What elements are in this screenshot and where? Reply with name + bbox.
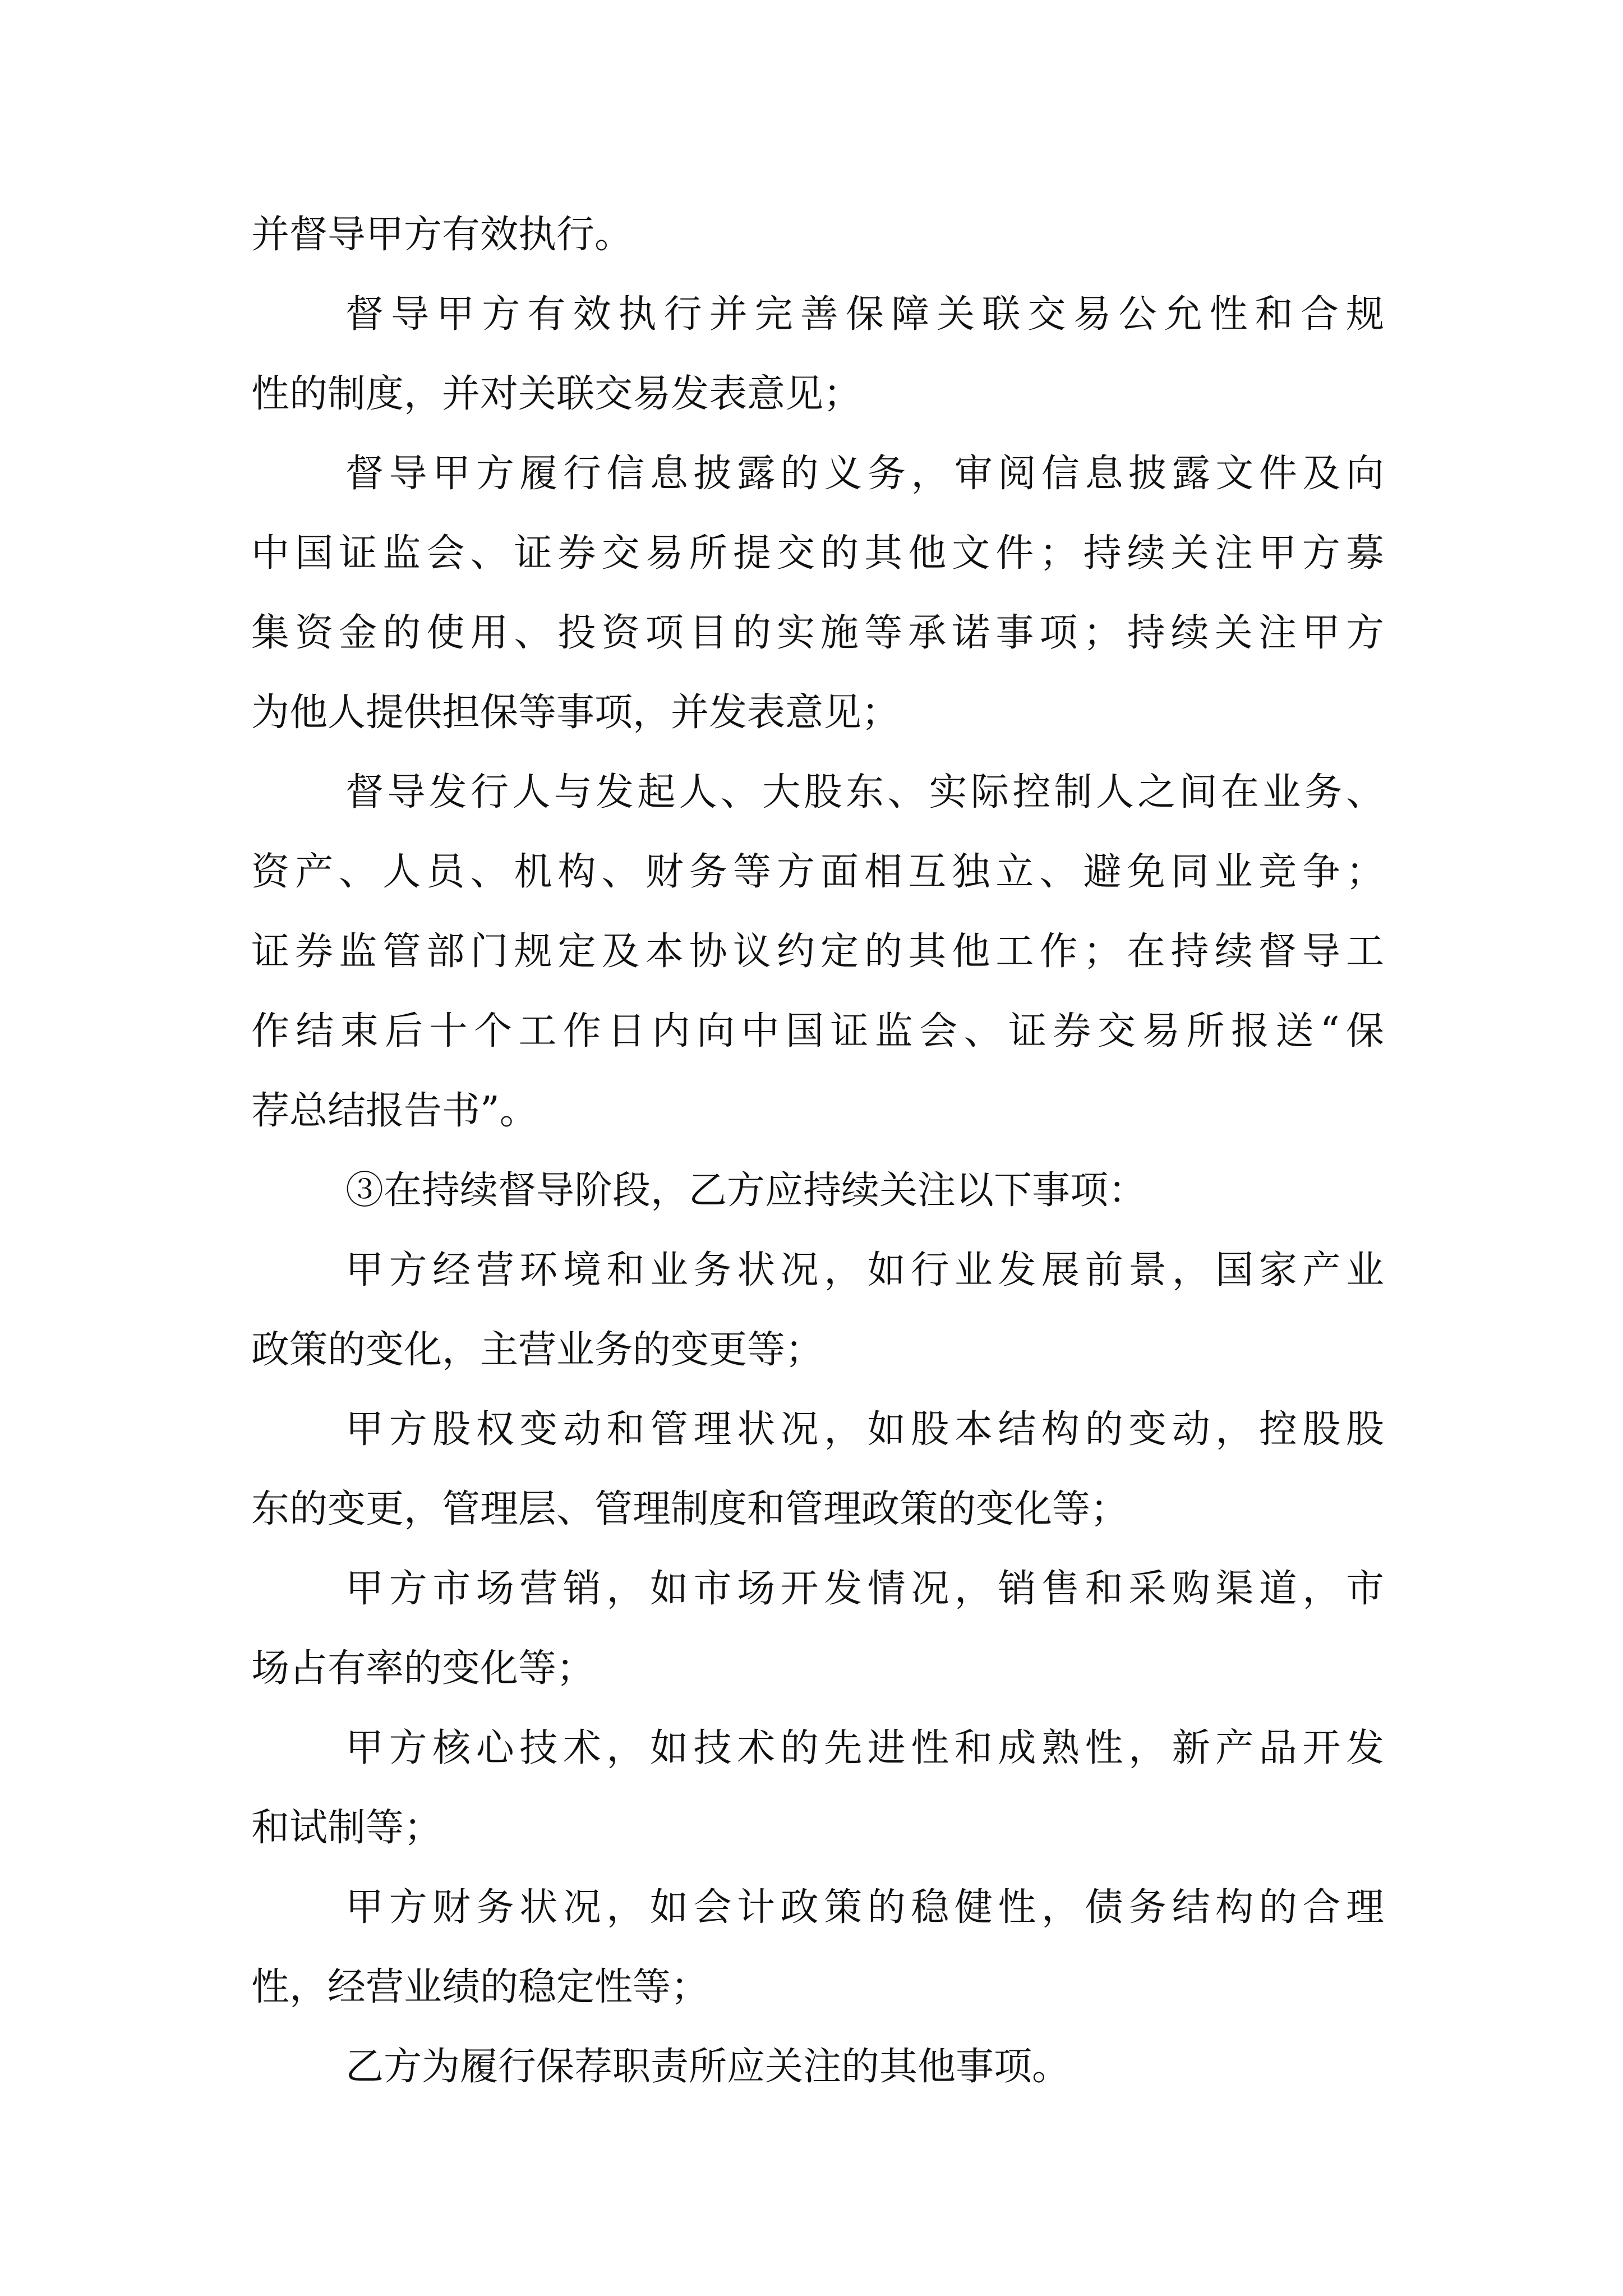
text-line: 督导甲方履行信息披露的义务，审阅信息披露文件及向 [345, 452, 1384, 496]
text-line: 政策的变化，主营业务的变更等； [251, 1328, 824, 1372]
text-line: 作结束后十个工作日内向中国证监会、证券交易所报送“保 [251, 1009, 1384, 1053]
text-line: 甲方财务状况，如会计政策的稳健性，债务结构的合理 [345, 1885, 1384, 1930]
text-line: 督导甲方有效执行并完善保障关联交易公允性和合规 [345, 292, 1384, 337]
text-line: 甲方市场营销，如市场开发情况，销售和采购渠道，市 [345, 1567, 1384, 1611]
text-line: 资产、人员、机构、财务等方面相互独立、避免同业竞争； [251, 850, 1384, 894]
text-line: 中国证监会、证券交易所提交的其他文件；持续关注甲方募 [251, 531, 1384, 576]
text-line: 东的变更，管理层、管理制度和管理政策的变化等； [251, 1487, 1129, 1531]
text-line: 性的制度，并对关联交易发表意见； [251, 372, 862, 416]
text-line: 督导发行人与发起人、大股东、实际控制人之间在业务、 [345, 770, 1384, 815]
text-line: 荐总结报告书”。 [251, 1089, 538, 1133]
text-line: 集资金的使用、投资项目的实施等承诺事项；持续关注甲方 [251, 611, 1384, 655]
text-line: 性，经营业绩的稳定性等； [251, 1965, 709, 2009]
text-line: ③在持续督导阶段，乙方应持续关注以下事项： [345, 1168, 1147, 1213]
text-line: 场占有率的变化等； [251, 1646, 595, 1691]
text-line: 证券监管部门规定及本协议约定的其他工作；在持续督导工 [251, 930, 1384, 974]
text-line: 并督导甲方有效执行。 [251, 213, 633, 257]
text-line: 甲方经营环境和业务状况，如行业发展前景，国家产业 [345, 1248, 1384, 1292]
text-line: 甲方核心技术，如技术的先进性和成熟性，新产品开发 [345, 1726, 1384, 1770]
text-line: 和试制等； [251, 1806, 442, 1850]
text-line: 为他人提供担保等事项，并发表意见； [251, 691, 900, 735]
text-line: 乙方为履行保荐职责所应关注的其他事项。 [345, 2045, 1071, 2089]
text-line: 甲方股权变动和管理状况，如股本结构的变动，控股股 [345, 1407, 1384, 1452]
document-body [251, 195, 1384, 2107]
